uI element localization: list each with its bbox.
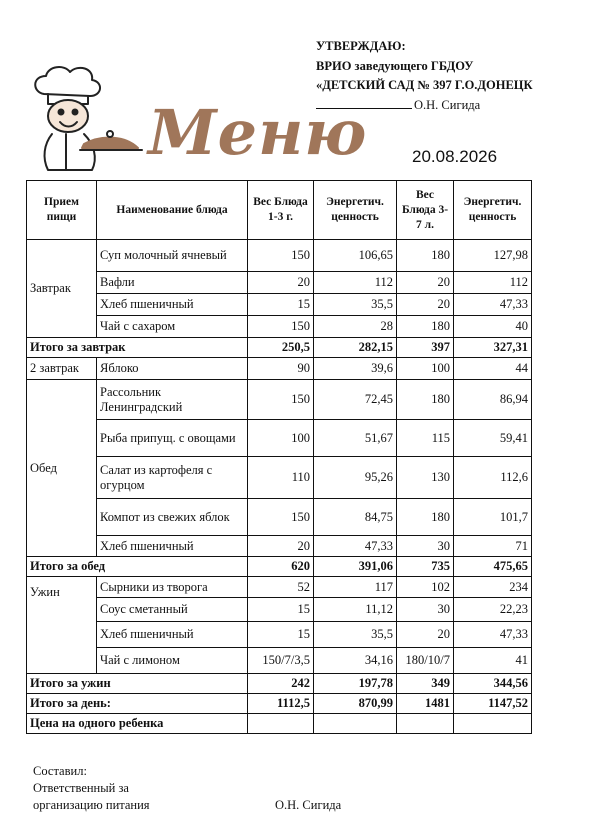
header-weight-3-7: Вес Блюда 3-7 л. xyxy=(397,181,454,240)
energy-3-7: 234 xyxy=(454,577,532,598)
energy-3-7: 40 xyxy=(454,316,532,338)
menu-title: Меню xyxy=(148,96,368,169)
energy-1-3: 95,26 xyxy=(314,457,397,499)
energy-1-3: 72,45 xyxy=(314,380,397,420)
total-weight-1-3: 250,5 xyxy=(248,338,314,358)
footer-name: О.Н. Сигида xyxy=(275,798,342,812)
energy-1-3: 35,5 xyxy=(314,294,397,316)
table-row xyxy=(27,240,532,272)
table-row xyxy=(27,272,532,294)
total-label: Итого за ужин xyxy=(27,674,248,694)
energy-3-7: 112,6 xyxy=(454,457,532,499)
table-row xyxy=(27,380,532,420)
price-label: Цена на одного ребенка xyxy=(27,714,248,734)
table-row xyxy=(27,316,532,338)
total-weight-1-3: 242 xyxy=(248,674,314,694)
energy-1-3: 106,65 xyxy=(314,240,397,272)
weight-1-3: 15 xyxy=(248,294,314,316)
dish-name: Хлеб пшеничный xyxy=(97,536,248,557)
total-energy-3-7: 1147,52 xyxy=(454,694,532,714)
weight-3-7: 180 xyxy=(397,380,454,420)
menu-table xyxy=(26,180,532,734)
weight-3-7: 100 xyxy=(397,358,454,380)
total-row-breakfast xyxy=(27,338,532,358)
total-energy-1-3: 197,78 xyxy=(314,674,397,694)
table-row xyxy=(27,577,532,598)
meal-breakfast: Завтрак xyxy=(27,240,97,338)
weight-3-7: 30 xyxy=(397,536,454,557)
energy-3-7: 41 xyxy=(454,648,532,674)
total-row-day xyxy=(27,694,532,714)
energy-1-3: 11,12 xyxy=(314,598,397,622)
footer-compiled: Составил: xyxy=(33,764,87,778)
header-energy-1-3: Энергетич. ценность xyxy=(314,181,397,240)
weight-1-3: 110 xyxy=(248,457,314,499)
total-weight-1-3: 620 xyxy=(248,557,314,577)
energy-1-3: 84,75 xyxy=(314,499,397,536)
header-energy-3-7: Энергетич. ценность xyxy=(454,181,532,240)
weight-1-3: 150 xyxy=(248,380,314,420)
energy-1-3: 39,6 xyxy=(314,358,397,380)
total-label: Итого за день: xyxy=(27,694,248,714)
dish-name: Хлеб пшеничный xyxy=(97,294,248,316)
weight-3-7: 130 xyxy=(397,457,454,499)
price-cell-3-7 xyxy=(397,714,454,734)
approval-signer: О.Н. Сигида xyxy=(414,97,481,112)
weight-1-3: 150 xyxy=(248,240,314,272)
price-row xyxy=(27,714,532,734)
energy-3-7: 101,7 xyxy=(454,499,532,536)
dish-name: Рассольник Ленинградский xyxy=(97,380,248,420)
table-row xyxy=(27,457,532,499)
approval-heading: УТВЕРЖДАЮ: xyxy=(316,39,406,53)
dish-name: Сырники из творога xyxy=(97,577,248,598)
weight-3-7: 180 xyxy=(397,499,454,536)
total-energy-1-3: 870,99 xyxy=(314,694,397,714)
dish-name: Хлеб пшеничный xyxy=(97,622,248,648)
energy-3-7: 86,94 xyxy=(454,380,532,420)
approval-institution: «ДЕТСКИЙ САД № 397 Г.О.ДОНЕЦК xyxy=(316,78,533,92)
energy-1-3: 28 xyxy=(314,316,397,338)
energy-1-3: 47,33 xyxy=(314,536,397,557)
weight-1-3: 150 xyxy=(248,316,314,338)
table-row xyxy=(27,358,532,380)
dish-name: Суп молочный ячневый xyxy=(97,240,248,272)
weight-1-3: 100 xyxy=(248,420,314,457)
weight-3-7: 180 xyxy=(397,240,454,272)
dish-name: Яблоко xyxy=(97,358,248,380)
table-header-row xyxy=(27,181,532,240)
table-row xyxy=(27,598,532,622)
weight-1-3: 15 xyxy=(248,622,314,648)
total-energy-3-7: 344,56 xyxy=(454,674,532,694)
header-meal: Прием пищи xyxy=(27,181,97,240)
table-row xyxy=(27,648,532,674)
dish-name: Вафли xyxy=(97,272,248,294)
dish-name: Рыба припущ. с овощами xyxy=(97,420,248,457)
total-energy-3-7: 327,31 xyxy=(454,338,532,358)
header-dish: Наименование блюда xyxy=(97,181,248,240)
energy-1-3: 112 xyxy=(314,272,397,294)
energy-1-3: 51,67 xyxy=(314,420,397,457)
weight-3-7: 115 xyxy=(397,420,454,457)
total-weight-3-7: 1481 xyxy=(397,694,454,714)
total-weight-3-7: 397 xyxy=(397,338,454,358)
meal-dinner: Ужин xyxy=(27,577,97,674)
footer-role: организацию питания xyxy=(33,798,150,812)
total-weight-3-7: 735 xyxy=(397,557,454,577)
dish-name: Чай с лимоном xyxy=(97,648,248,674)
weight-1-3: 150/7/3,5 xyxy=(248,648,314,674)
energy-3-7: 71 xyxy=(454,536,532,557)
table-row xyxy=(27,420,532,457)
total-energy-3-7: 475,65 xyxy=(454,557,532,577)
weight-1-3: 150 xyxy=(248,499,314,536)
approval-position: ВРИО заведующего ГБДОУ xyxy=(316,58,474,73)
energy-3-7: 47,33 xyxy=(454,622,532,648)
table-row xyxy=(27,499,532,536)
weight-3-7: 30 xyxy=(397,598,454,622)
meal-lunch: Обед xyxy=(27,380,97,557)
total-label: Итого за завтрак xyxy=(27,338,248,358)
dish-name: Чай с сахаром xyxy=(97,316,248,338)
table-row xyxy=(27,622,532,648)
total-weight-3-7: 349 xyxy=(397,674,454,694)
total-row-lunch xyxy=(27,557,532,577)
energy-3-7: 59,41 xyxy=(454,420,532,457)
total-energy-1-3: 391,06 xyxy=(314,557,397,577)
weight-1-3: 15 xyxy=(248,598,314,622)
price-cell-1-3 xyxy=(248,714,314,734)
weight-3-7: 102 xyxy=(397,577,454,598)
footer-block xyxy=(33,763,342,814)
weight-1-3: 20 xyxy=(248,272,314,294)
weight-3-7: 20 xyxy=(397,272,454,294)
energy-1-3: 117 xyxy=(314,577,397,598)
weight-3-7: 180 xyxy=(397,316,454,338)
dish-name: Компот из свежих яблок xyxy=(97,499,248,536)
chef-icon xyxy=(22,64,152,174)
weight-1-3: 52 xyxy=(248,577,314,598)
weight-1-3: 90 xyxy=(248,358,314,380)
energy-3-7: 44 xyxy=(454,358,532,380)
table-row xyxy=(27,294,532,316)
table-row xyxy=(27,536,532,557)
energy-3-7: 47,33 xyxy=(454,294,532,316)
weight-3-7: 180/10/7 xyxy=(397,648,454,674)
energy-3-7: 112 xyxy=(454,272,532,294)
total-energy-1-3: 282,15 xyxy=(314,338,397,358)
energy-1-3: 34,16 xyxy=(314,648,397,674)
price-cell-energy-3-7 xyxy=(454,714,532,734)
energy-3-7: 127,98 xyxy=(454,240,532,272)
weight-1-3: 20 xyxy=(248,536,314,557)
dish-name: Соус сметанный xyxy=(97,598,248,622)
price-cell-energy-1-3 xyxy=(314,714,397,734)
dish-name: Салат из картофеля с огурцом xyxy=(97,457,248,499)
total-row-dinner xyxy=(27,674,532,694)
total-weight-1-3: 1112,5 xyxy=(248,694,314,714)
energy-3-7: 22,23 xyxy=(454,598,532,622)
energy-1-3: 35,5 xyxy=(314,622,397,648)
footer-responsible: Ответственный за xyxy=(33,781,129,795)
menu-date: 20.08.2026 xyxy=(412,147,498,166)
weight-3-7: 20 xyxy=(397,622,454,648)
weight-3-7: 20 xyxy=(397,294,454,316)
header-weight-1-3: Вес Блюда 1-3 г. xyxy=(248,181,314,240)
total-label: Итого за обед xyxy=(27,557,248,577)
meal-second-breakfast: 2 завтрак xyxy=(27,358,97,380)
